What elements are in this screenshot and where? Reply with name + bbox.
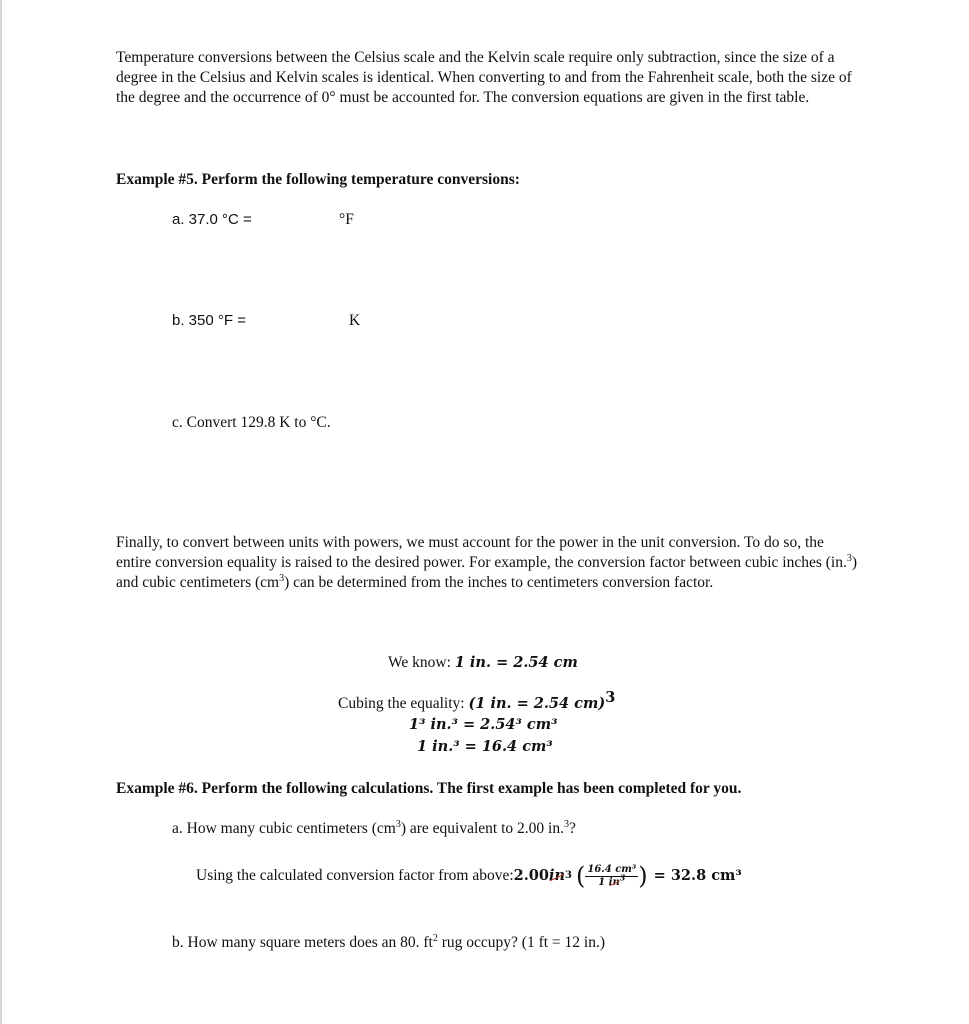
example5-c-question: c. Convert 129.8 K to °C. [172,414,331,431]
example5-a-unit: °F [339,211,354,228]
example6-heading: Example #6. Perform the following calculations. The first example has been completed for you. [116,780,742,797]
example5-b-question: b. 350 °F = [172,312,246,329]
page-edge [0,0,2,1024]
example5-heading: Example #5. Perform the following temperature conversions: [116,171,520,188]
example5-a-question: a. 37.0 °C = [172,211,252,228]
example6-a-worked-solution: Using the calculated conversion factor from above: 2.00 in 3 ( $\frac{\text{16.4 cm³}}{1 in^3}$ ) = 32.8 cm³ [196,862,742,890]
conversion-fraction: $\frac{\text{16.4 cm³}}{1 in^3}$ [587,863,637,888]
example6-b-question: b. How many square meters does an 80. $ft^2$ rug occupy? (1 ft = 12 in.) [172,932,605,951]
known-equation: We know: 1 in. = 2.54 cm [388,654,578,671]
example5-b-unit: K [349,312,361,329]
intro-paragraph: Temperature conversions between the Celsius scale and the Kelvin scale require only subtraction, since the size of a degree in the Celsius and Kelvin scales is identical. When converting to and from the Fahrenheit scale, both the size of the degree and the occurrence of 0° must be accounted for. The conversion equations are given in the first table. [116,49,852,106]
cancelled-unit: in [548,867,566,884]
conversion-factor-equation: 1 in.³ = 16.4 cm³ [417,738,553,755]
example6-a-question: a. How many cubic centimeters $(cm^3)$ are equivalent to 2.00 in.$^3$? [172,818,576,837]
cubed-equation: 1³ in.³ = 2.54³ cm³ [409,716,558,733]
cubing-equation: Cubing the equality: (1 in. = 2.54 cm)$^3$ [338,688,616,712]
powers-paragraph: Finally, to convert between units with powers, we must account for the power in the unit conversion. To do so, the entire conversion equality is raised to the desired power. For example, the conversion factor between cubic inches (in.$^3$) and cubic centimeters $(cm^3)$ can be determined from the inches to centimeters conversion factor. [116,534,858,591]
example6-a-result: = 32.8 cm³ [653,867,742,884]
